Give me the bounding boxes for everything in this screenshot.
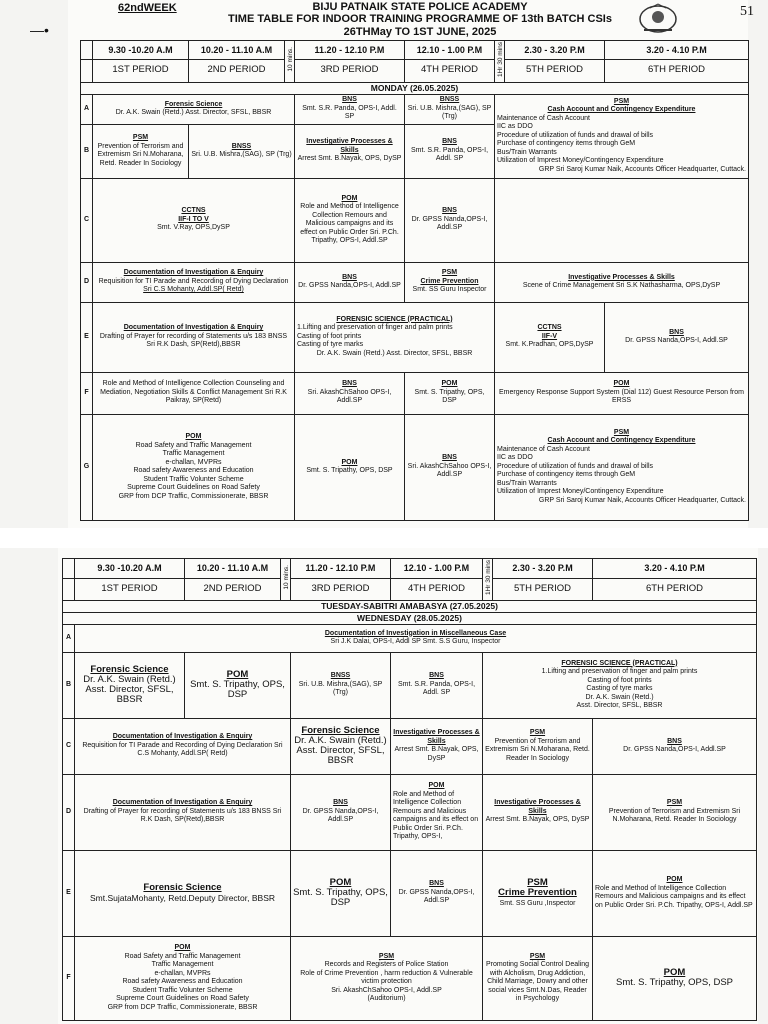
time-slot-3: 11.20 - 12.10 P.M xyxy=(295,41,405,60)
mon-f-p5-6: POM Emergency Response Support System (Dial 112) Guest Resource Person from ERSS xyxy=(495,372,749,414)
period-1: 1ST PERIOD xyxy=(93,59,189,82)
row-label-d: D xyxy=(63,774,75,850)
wed-c-p5: PSM Prevention of Terrorism and Extremism Sri N.Moharana, Retd. Reader In Sociology xyxy=(483,718,593,774)
time-slot-6: 3.20 - 4.10 P.M xyxy=(605,41,749,60)
period-3: 3RD PERIOD xyxy=(291,578,391,600)
row-label-c: C xyxy=(63,718,75,774)
time-slot-5: 2.30 - 3.20 P.M xyxy=(493,559,593,579)
mon-g-p5-6: PSM Cash Account and Contingency Expenditure Maintenance of Cash Account IIC as DDO Procedure of utilization of funds and drawal of bills Purchase of contingency items through GeM Bus/Train Warrants Utilization of Imprest Money/Contingency Expenditure GRP Sri Saroj Kumar Naik, Accounts Officer Headquarter, Cuttack. xyxy=(495,414,749,520)
wed-a-all: Documentation of Investigation in Miscellaneous Case Sri J.K Dalai, OPS-I, Addl SP Smt. S.S Guru, Inspector xyxy=(75,624,757,652)
mon-c-p4: BNS Dr. GPSS Nanda,OPS-I, Addl.SP xyxy=(405,178,495,262)
break-10min: 10 mins. xyxy=(283,565,290,590)
wed-d-p3: BNS Dr. GPSS Nanda,OPS-I, Addl.SP xyxy=(291,774,391,850)
mon-a-p1-2: Forensic Science Dr. A.K. Swain (Retd.) Asst. Director, SFSL, BBSR xyxy=(93,94,295,124)
period-4: 4TH PERIOD xyxy=(391,578,483,600)
mon-e-p5: CCTNS IIF-V Smt. K.Pradhan, OPS,DySP xyxy=(495,302,605,372)
wed-e-p4: BNS Dr. GPSS Nanda,OPS-I, Addl.SP xyxy=(391,850,483,936)
day-wednesday: WEDNESDAY (28.05.2025) xyxy=(63,612,757,624)
row-label-f: F xyxy=(81,372,93,414)
wed-b-p5-6: FORENSIC SCIENCE (PRACTICAL) 1.Lifting and preservation of finger and palm prints Casting of foot prints Casting of tyre marks Dr. A.K. Swain (Retd.) Asst. Director, SFSL, BBSR xyxy=(483,652,757,718)
timetable-wednesday xyxy=(62,558,757,1021)
wed-b-p4: BNS Smt. S.R. Panda, OPS-I, Addl. SP xyxy=(391,652,483,718)
wed-f-p1-2: POM Road Safety and Traffic Management Traffic Management e-challan, MVPRs Road safety Awareness and Education Student Traffic Volunter Scheme Supreme Court Guidelines on Road Safety GRP from DCP Traffic, Commissionerate, BBSR xyxy=(75,936,291,1020)
time-slot-1: 9.30 -10.20 A.M xyxy=(75,559,185,579)
period-3: 3RD PERIOD xyxy=(295,59,405,82)
time-slot-3: 11.20 - 12.10 P.M xyxy=(291,559,391,579)
wed-c-p6: BNS Dr. GPSS Nanda,OPS-I, Addl.SP xyxy=(593,718,757,774)
time-slot-4: 12.10 - 1.00 P.M xyxy=(405,41,495,60)
time-slot-2: 10.20 - 11.10 A.M xyxy=(189,41,285,60)
mon-g-p3: POM Smt. S. Tripathy, OPS, DSP xyxy=(295,414,405,520)
mon-g-p1-2: POM Road Safety and Traffic Management Traffic Management e-challan, MVPRs Road safety Awareness and Education Student Traffic Volunter Scheme Supreme Court Guidelines on Road Safety GRP from DCP Traffic, Commissionerate, BBSR xyxy=(93,414,295,520)
page-number: 51 xyxy=(740,4,754,19)
mon-f-p1-2: Role and Method of Intelligence Collection Counseling and Mediation, Negotiation Skills & Conflict Management Sri R.K Paikray, SP(Retd) xyxy=(93,372,295,414)
mon-e-p3-4: FORENSIC SCIENCE (PRACTICAL) 1.Lifting and preservation of finger and palm prints Casting of foot prints Casting of tyre marks Dr. A.K. Swain (Retd.) Asst. Director, SFSL, BBSR xyxy=(295,302,495,372)
mon-e-p6: BNS Dr. GPSS Nanda,OPS-I, Addl.SP xyxy=(605,302,749,372)
academy-title: BIJU PATNAIK STATE POLICE ACADEMY xyxy=(312,1,528,13)
wed-f-p3-4: PSM Records and Registers of Police Station Role of Crime Prevention , harm reduction & Vulnerable victim protection Sri. AkashChSahoo OPS-I, Addl.SP (Auditorium) xyxy=(291,936,483,1020)
mon-c-p5-6 xyxy=(495,178,749,262)
mon-a-p4: BNSS Sri. U.B. Mishra,(SAG), SP (Trg) xyxy=(405,94,495,124)
time-slot-5: 2.30 - 3.20 P.M xyxy=(505,41,605,60)
mon-e-p1-2: Documentation of Investigation & Enquiry Drafting of Prayer for recording of Statements u/s 183 BNSS Sri R.K Dash, SP(Retd),BBSR xyxy=(93,302,295,372)
mon-d-p4: PSM Crime Prevention Smt. SS Guru Inspector xyxy=(405,262,495,302)
wed-c-p3: Forensic Science Dr. A.K. Swain (Retd.) Asst. Director, SFSL, BBSR xyxy=(291,718,391,774)
wed-e-p1-2: Forensic Science Smt.SujataMohanty, Retd.Deputy Director, BBSR xyxy=(75,850,291,936)
wed-e-p3: POM Smt. S. Tripathy, OPS, DSP xyxy=(291,850,391,936)
mon-b-p4: BNS Smt. S.R. Panda, OPS-I, Addl. SP xyxy=(405,124,495,178)
academy-emblem-icon xyxy=(636,2,680,36)
time-slot-4: 12.10 - 1.00 P.M xyxy=(391,559,483,579)
wed-f-p5: PSM Promoting Social Control Dealing with Alcholism, Drug Addiction, Child Marriage, Dowry and other social vices Smt.N.Das, Reader in Psychology xyxy=(483,936,593,1020)
period-6: 6TH PERIOD xyxy=(605,59,749,82)
week-label: 62ndWEEK xyxy=(118,2,177,14)
mon-d-p3: BNS Dr. GPSS Nanda,OPS-I, Addl.SP xyxy=(295,262,405,302)
mon-c-p3: POM Role and Method of Intelligence Collection Remours and Malicious campaigns and its effect on Public Order Sri. P.Ch. Tripathy, OPS-I, Addl.SP xyxy=(295,178,405,262)
wed-d-p1-2: Documentation of Investigation & Enquiry Drafting of Prayer for recording of Statements u/s 183 BNSS Sri R.K Dash, SP(Retd),BBSR xyxy=(75,774,291,850)
wed-b-p3: BNSS Sri. U.B. Mishra,(SAG), SP (Trg) xyxy=(291,652,391,718)
mon-b-p2: BNSS Sri. U.B. Mishra,(SAG), SP (Trg) xyxy=(189,124,295,178)
wed-e-p5: PSM Crime Prevention Smt. SS Guru ,Inspector xyxy=(483,850,593,936)
time-slot-1: 9.30 -10.20 A.M xyxy=(93,41,189,60)
wed-b-p1: Forensic Science Dr. A.K. Swain (Retd.) Asst. Director, SFSL, BBSR xyxy=(75,652,185,718)
row-label-a: A xyxy=(81,94,93,124)
period-1: 1ST PERIOD xyxy=(75,578,185,600)
page-gap xyxy=(0,528,768,548)
period-2: 2ND PERIOD xyxy=(185,578,281,600)
row-label-e: E xyxy=(63,850,75,936)
day-tuesday: TUESDAY-SABITRI AMABASYA (27.05.2025) xyxy=(63,600,757,612)
row-label-g: G xyxy=(81,414,93,520)
break-10min: 10 mins. xyxy=(287,47,294,72)
mon-b-p1: PSM Prevention of Terrorism and Extremism Sri N.Moharana, Retd. Reader In Sociology xyxy=(93,124,189,178)
wed-d-p6: PSM Prevention of Terrorism and Extremism Sri N.Moharana, Retd. Reader In Sociology xyxy=(593,774,757,850)
period-5: 5TH PERIOD xyxy=(505,59,605,82)
wed-f-p6: POM Smt. S. Tripathy, OPS, DSP xyxy=(593,936,757,1020)
mon-d-p1-2: Documentation of Investigation & Enquiry Requisition for TI Parade and Recording of Dying Declaration Sri C.S Mohanty, Addl.SP( Retd) xyxy=(93,262,295,302)
row-label-d: D xyxy=(81,262,93,302)
pen-mark: —• xyxy=(30,22,49,38)
period-5: 5TH PERIOD xyxy=(493,578,593,600)
row-label-a: A xyxy=(63,624,75,652)
mon-b-p3: Investigative Processes & Skills Arrest Smt. B.Nayak, OPS, DySP xyxy=(295,124,405,178)
wed-c-p1-2: Documentation of Investigation & Enquiry Requisition for TI Parade and Recording of Dying Declaration Sri C.S Mohanty, Addl.SP( Retd) xyxy=(75,718,291,774)
timetable-title: TIME TABLE FOR INDOOR TRAINING PROGRAMME OF 13th BATCH CSIs xyxy=(228,13,612,25)
wed-b-p2: POM Smt. S. Tripathy, OPS, DSP xyxy=(185,652,291,718)
row-label-b: B xyxy=(81,124,93,178)
mon-a-p3: BNS Smt. S.R. Panda, OPS-I, Addl. SP xyxy=(295,94,405,124)
mon-f-p3: BNS Sri. AkashChSahoo OPS-I, Addl.SP xyxy=(295,372,405,414)
row-label-c: C xyxy=(81,178,93,262)
date-range: 26THMay TO 1ST JUNE, 2025 xyxy=(343,26,497,38)
row-label-f: F xyxy=(63,936,75,1020)
wed-d-p4: POM Role and Method of Intelligence Collection Remours and Malicious campaigns and its effect on Public Order Sri. P.Ch. Tripathy, OPS-I, xyxy=(391,774,483,850)
mon-g-p4: BNS Sri. AkashChSahoo OPS-I, Addl.SP xyxy=(405,414,495,520)
wed-d-p5: Investigative Processes & Skills Arrest Smt. B.Nayak, OPS, DySP xyxy=(483,774,593,850)
break-lunch: 1Hr 30 mins xyxy=(485,560,492,596)
wed-c-p4: Investigative Processes & Skills Arrest Smt. B.Nayak, OPS, DySP xyxy=(391,718,483,774)
row-label-e: E xyxy=(81,302,93,372)
period-6: 6TH PERIOD xyxy=(593,578,757,600)
mon-a-p5-6: PSM Cash Account and Contingency Expenditure Maintenance of Cash Account IIC as DDO Procedure of utilization of funds and drawal of bills Purchase of contingency items through GeM Bus/Train Warrants Utilization of Imprest Money/Contingency Expenditure GRP Sri Saroj Kumar Naik, Accounts Officer Headquarter, Cuttack. xyxy=(495,94,749,178)
break-lunch: 1Hr 30 mins xyxy=(497,42,504,78)
period-2: 2ND PERIOD xyxy=(189,59,285,82)
wed-e-p6: POM Role and Method of Intelligence Collection Remours and Malicious campaigns and its effect on Public Order Sri. P.Ch. Tripathy, OPS-I, Addl.SP xyxy=(593,850,757,936)
mon-f-p4: POM Smt. S. Tripathy, OPS, DSP xyxy=(405,372,495,414)
period-4: 4TH PERIOD xyxy=(405,59,495,82)
row-label-b: B xyxy=(63,652,75,718)
timetable-monday xyxy=(80,40,749,521)
mon-d-p5-6: Investigative Processes & Skills Scene of Crime Management Sri S.K Nathasharma, OPS,DySP xyxy=(495,262,749,302)
time-slot-2: 10.20 - 11.10 A.M xyxy=(185,559,281,579)
time-slot-6: 3.20 - 4.10 P.M xyxy=(593,559,757,579)
day-monday: MONDAY (26.05.2025) xyxy=(81,82,749,94)
mon-c-p1-2: CCTNS IIF-I TO V Smt. V.Ray, OPS,DySP xyxy=(93,178,295,262)
